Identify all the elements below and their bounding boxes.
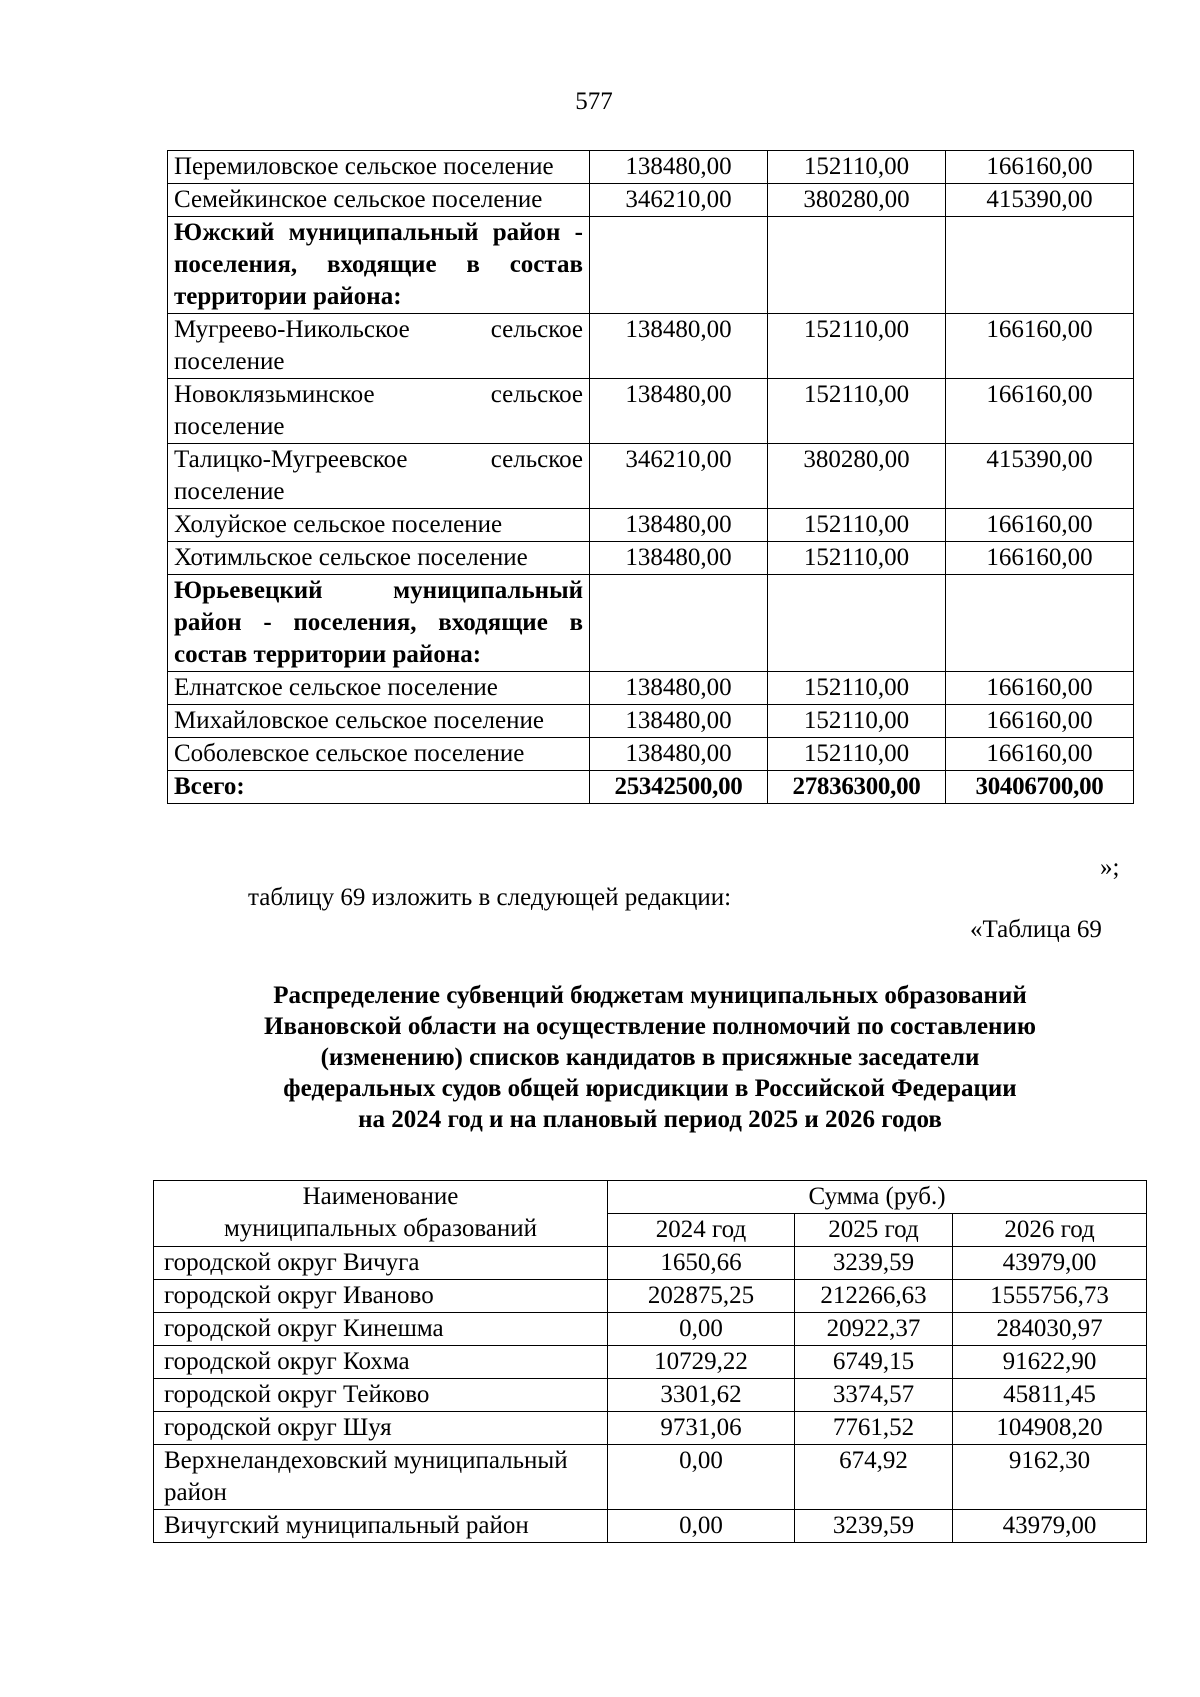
cell-2025: 152110,00 bbox=[768, 672, 946, 705]
cell-2026 bbox=[946, 575, 1134, 672]
cell-2026: 166160,00 bbox=[946, 542, 1134, 575]
cell-name: Вичугский муниципальный район bbox=[154, 1510, 608, 1543]
closing-quote: »; bbox=[1100, 854, 1120, 881]
cell-2024: 25342500,00 bbox=[590, 771, 768, 804]
column-header-name bbox=[154, 1181, 608, 1247]
table-row bbox=[154, 1313, 1147, 1346]
cell-2026: 166160,00 bbox=[946, 314, 1134, 379]
cell-name: городской округ Кинешма bbox=[154, 1313, 608, 1346]
heading-line: Ивановской области на осуществление полномочий по составлению bbox=[264, 1013, 1036, 1040]
column-header-2024: 2024 год bbox=[608, 1214, 795, 1247]
cell-2025 bbox=[768, 217, 946, 314]
cell-2025: 152110,00 bbox=[768, 738, 946, 771]
cell-2025: 674,92 bbox=[795, 1445, 953, 1510]
table-row bbox=[154, 1445, 1147, 1510]
cell-2025: 3239,59 bbox=[795, 1247, 953, 1280]
cell-2024: 138480,00 bbox=[590, 542, 768, 575]
cell-2026: 415390,00 bbox=[946, 184, 1134, 217]
cell-name: городской округ Вичуга bbox=[154, 1247, 608, 1280]
cell-name: городской округ Иваново bbox=[154, 1280, 608, 1313]
cell-2025 bbox=[768, 575, 946, 672]
cell-name: Мугреево-Никольское сельское поселение bbox=[168, 314, 590, 379]
section-row bbox=[168, 217, 1134, 314]
cell-2024 bbox=[590, 217, 768, 314]
cell-2026: 284030,97 bbox=[953, 1313, 1147, 1346]
cell-2025: 152110,00 bbox=[768, 509, 946, 542]
cell-2026: 166160,00 bbox=[946, 151, 1134, 184]
cell-2026 bbox=[946, 217, 1134, 314]
cell-2026: 166160,00 bbox=[946, 705, 1134, 738]
table-heading bbox=[120, 980, 1180, 1135]
cell-2024: 0,00 bbox=[608, 1445, 795, 1510]
cell-name: Холуйское сельское поселение bbox=[168, 509, 590, 542]
table-row bbox=[168, 542, 1134, 575]
table-row bbox=[168, 184, 1134, 217]
cell-2025: 380280,00 bbox=[768, 444, 946, 509]
cell-name: Новоклязьминское сельское поселение bbox=[168, 379, 590, 444]
cell-2025: 152110,00 bbox=[768, 151, 946, 184]
cell-name: Южский муниципальный район - поселения, входящие в состав территории района: bbox=[168, 217, 590, 314]
column-header-sum: Сумма (руб.) bbox=[608, 1181, 1147, 1214]
cell-name: Юрьевецкий муниципальный район - поселения, входящие в состав территории района: bbox=[168, 575, 590, 672]
cell-2024: 138480,00 bbox=[590, 738, 768, 771]
section-row bbox=[168, 575, 1134, 672]
cell-2025: 152110,00 bbox=[768, 379, 946, 444]
cell-2024: 138480,00 bbox=[590, 705, 768, 738]
cell-2026: 43979,00 bbox=[953, 1510, 1147, 1543]
cell-2024: 138480,00 bbox=[590, 379, 768, 444]
table-row bbox=[154, 1280, 1147, 1313]
total-row bbox=[168, 771, 1134, 804]
cell-2025: 3239,59 bbox=[795, 1510, 953, 1543]
cell-2025: 27836300,00 bbox=[768, 771, 946, 804]
table-row bbox=[154, 1510, 1147, 1543]
cell-2026: 166160,00 bbox=[946, 672, 1134, 705]
cell-2024: 138480,00 bbox=[590, 509, 768, 542]
settlements-table-continuation bbox=[167, 150, 1134, 804]
cell-name: Верхнеландеховский муниципальный район bbox=[154, 1445, 608, 1510]
cell-2026: 9162,30 bbox=[953, 1445, 1147, 1510]
cell-name: Елнатское сельское поселение bbox=[168, 672, 590, 705]
cell-2024: 9731,06 bbox=[608, 1412, 795, 1445]
cell-2026: 166160,00 bbox=[946, 379, 1134, 444]
cell-2024: 0,00 bbox=[608, 1313, 795, 1346]
cell-name: Михайловское сельское поселение bbox=[168, 705, 590, 738]
cell-2025: 3374,57 bbox=[795, 1379, 953, 1412]
header-name-line: Наименование bbox=[302, 1183, 459, 1210]
table-label: «Таблица 69 bbox=[970, 916, 1102, 943]
cell-name: Перемиловское сельское поселение bbox=[168, 151, 590, 184]
table-row bbox=[168, 151, 1134, 184]
cell-name: Хотимльское сельское поселение bbox=[168, 542, 590, 575]
subventions-table bbox=[153, 1180, 1147, 1543]
table-row bbox=[168, 509, 1134, 542]
cell-2024: 1650,66 bbox=[608, 1247, 795, 1280]
table-row bbox=[168, 672, 1134, 705]
table-row bbox=[168, 444, 1134, 509]
cell-2025: 380280,00 bbox=[768, 184, 946, 217]
settlements-table-body bbox=[168, 151, 1134, 804]
cell-2024 bbox=[590, 575, 768, 672]
column-header-2026: 2026 год bbox=[953, 1214, 1147, 1247]
table-row bbox=[154, 1412, 1147, 1445]
cell-2026: 91622,90 bbox=[953, 1346, 1147, 1379]
cell-2026: 166160,00 bbox=[946, 509, 1134, 542]
table-row bbox=[154, 1247, 1147, 1280]
heading-line: федеральных судов общей юрисдикции в Российской Федерации bbox=[283, 1075, 1017, 1102]
cell-2026: 30406700,00 bbox=[946, 771, 1134, 804]
table-row bbox=[168, 705, 1134, 738]
cell-2024: 0,00 bbox=[608, 1510, 795, 1543]
cell-2024: 346210,00 bbox=[590, 184, 768, 217]
header-name-line: муниципальных образований bbox=[223, 1215, 538, 1242]
cell-name: городской округ Тейково bbox=[154, 1379, 608, 1412]
subventions-table-header bbox=[154, 1181, 1147, 1247]
cell-name: Соболевское сельское поселение bbox=[168, 738, 590, 771]
cell-2025: 7761,52 bbox=[795, 1412, 953, 1445]
cell-2026: 104908,20 bbox=[953, 1412, 1147, 1445]
cell-2025: 152110,00 bbox=[768, 705, 946, 738]
cell-2026: 415390,00 bbox=[946, 444, 1134, 509]
table-row bbox=[154, 1346, 1147, 1379]
cell-2026: 166160,00 bbox=[946, 738, 1134, 771]
cell-2025: 212266,63 bbox=[795, 1280, 953, 1313]
cell-name: городской округ Кохма bbox=[154, 1346, 608, 1379]
cell-name: Всего: bbox=[168, 771, 590, 804]
page-number: 577 bbox=[575, 88, 613, 115]
heading-line: (изменению) списков кандидатов в присяжные заседатели bbox=[320, 1044, 980, 1071]
cell-name: Талицко-Мугреевское сельское поселение bbox=[168, 444, 590, 509]
cell-2025: 6749,15 bbox=[795, 1346, 953, 1379]
column-header-2025: 2025 год bbox=[795, 1214, 953, 1247]
cell-2026: 45811,45 bbox=[953, 1379, 1147, 1412]
heading-line: на 2024 год и на плановый период 2025 и 2026 годов bbox=[358, 1106, 942, 1133]
subventions-table-body bbox=[154, 1247, 1147, 1543]
table-row bbox=[154, 1379, 1147, 1412]
cell-2026: 43979,00 bbox=[953, 1247, 1147, 1280]
cell-2024: 138480,00 bbox=[590, 672, 768, 705]
cell-name: городской округ Шуя bbox=[154, 1412, 608, 1445]
table-row bbox=[168, 314, 1134, 379]
cell-2026: 1555756,73 bbox=[953, 1280, 1147, 1313]
cell-name: Семейкинское сельское поселение bbox=[168, 184, 590, 217]
cell-2024: 3301,62 bbox=[608, 1379, 795, 1412]
cell-2024: 138480,00 bbox=[590, 151, 768, 184]
heading-line: Распределение субвенций бюджетам муниципальных образований bbox=[273, 982, 1027, 1009]
cell-2025: 152110,00 bbox=[768, 314, 946, 379]
cell-2025: 20922,37 bbox=[795, 1313, 953, 1346]
cell-2024: 346210,00 bbox=[590, 444, 768, 509]
cell-2024: 202875,25 bbox=[608, 1280, 795, 1313]
table-row bbox=[168, 379, 1134, 444]
cell-2025: 152110,00 bbox=[768, 542, 946, 575]
table-row bbox=[168, 738, 1134, 771]
instruction-text: таблицу 69 изложить в следующей редакции: bbox=[248, 884, 732, 911]
cell-2024: 10729,22 bbox=[608, 1346, 795, 1379]
cell-2024: 138480,00 bbox=[590, 314, 768, 379]
